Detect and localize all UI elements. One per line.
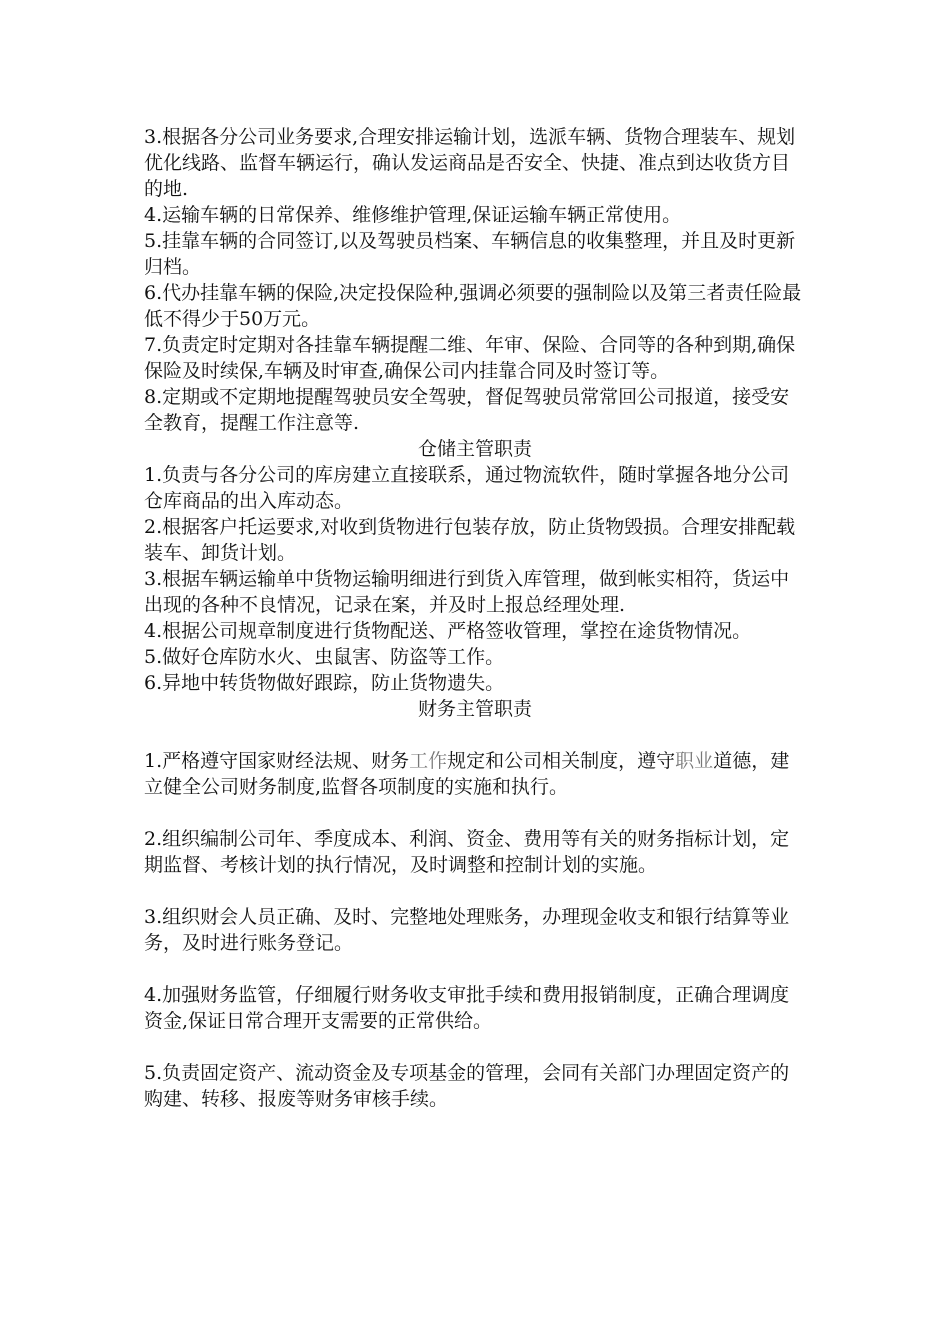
- transport-item-3: 3.根据各分公司业务要求,合理安排运输计划，选派车辆、货物合理装车、规划优化线路、监督车辆运行，确认发运商品是否安全、快捷、准点到达收货方目的地.: [144, 126, 796, 200]
- finance-item-2: 2.组织编制公司年、季度成本、利润、资金、费用等有关的财务指标计划，定期监督、考核计划的执行情况，及时调整和控制计划的实施。: [144, 828, 790, 876]
- warehouse-item-4: 4.根据公司规章制度进行货物配送、严格签收管理，掌控在途货物情况。: [144, 620, 752, 642]
- finance-item-1: [144, 748, 806, 800]
- transport-item-6: 6.代办挂靠车辆的保险,决定投保险种,强调必须要的强制险以及第三者责任险最低不得少于50万元。: [144, 282, 802, 330]
- finance-item-1-link-work[interactable]: 工作: [409, 750, 448, 772]
- finance-item-5: 5.负责固定资产、流动资金及专项基金的管理，会同有关部门办理固定资产的购建、转移、报废等财务审核手续。: [144, 1062, 790, 1110]
- finance-section-title: 财务主管职责: [417, 698, 532, 720]
- finance-item-1-part-c: 规定和公司相关制度，遵守: [447, 750, 676, 772]
- finance-item-1-part-e: 道德，建立健全公司财务制度,监督各项制度的实施和执行。: [144, 750, 790, 798]
- transport-item-8: 8.定期或不定期地提醒驾驶员安全驾驶，督促驾驶员常常回公司报道，接受安全教育，提醒工作注意等.: [144, 386, 790, 434]
- finance-item-3: 3.组织财会人员正确、及时、完整地处理账务，办理现金收支和银行结算等业务，及时进行账务登记。: [144, 906, 790, 954]
- transport-item-4: 4.运输车辆的日常保养、维修维护管理,保证运输车辆正常使用。: [144, 204, 682, 226]
- finance-item-1-link-profession[interactable]: 职业: [675, 750, 714, 772]
- warehouse-item-5: 5.做好仓库防水火、虫鼠害、防盗等工作。: [144, 646, 505, 668]
- document-body: [144, 124, 806, 1112]
- finance-item-4: 4.加强财务监管，仔细履行财务收支审批手续和费用报销制度，正确合理调度资金,保证日常合理开支需要的正常供给。: [144, 984, 790, 1032]
- warehouse-section-title: 仓储主管职责: [417, 438, 532, 460]
- transport-item-7: 7.负责定时定期对各挂靠车辆提醒二维、年审、保险、合同等的各种到期,确保保险及时续保,车辆及时审查,确保公司内挂靠合同及时签订等。: [144, 334, 796, 382]
- warehouse-item-1: 1.负责与各分公司的库房建立直接联系，通过物流软件，随时掌握各地分公司仓库商品的出入库动态。: [144, 464, 790, 512]
- warehouse-item-6: 6.异地中转货物做好跟踪，防止货物遗失。: [144, 672, 505, 694]
- warehouse-item-2: 2.根据客户托运要求,对收到货物进行包装存放，防止货物毁损。合理安排配载装车、卸货计划。: [144, 516, 796, 564]
- warehouse-item-3: 3.根据车辆运输单中货物运输明细进行到货入库管理，做到帐实相符，货运中出现的各种不良情况，记录在案，并及时上报总经理处理.: [144, 568, 790, 616]
- transport-item-5: 5.挂靠车辆的合同签订,以及驾驶员档案、车辆信息的收集整理，并且及时更新归档。: [144, 230, 796, 278]
- finance-item-1-part-a: 1.严格遵守国家财经法规、财务: [144, 750, 410, 772]
